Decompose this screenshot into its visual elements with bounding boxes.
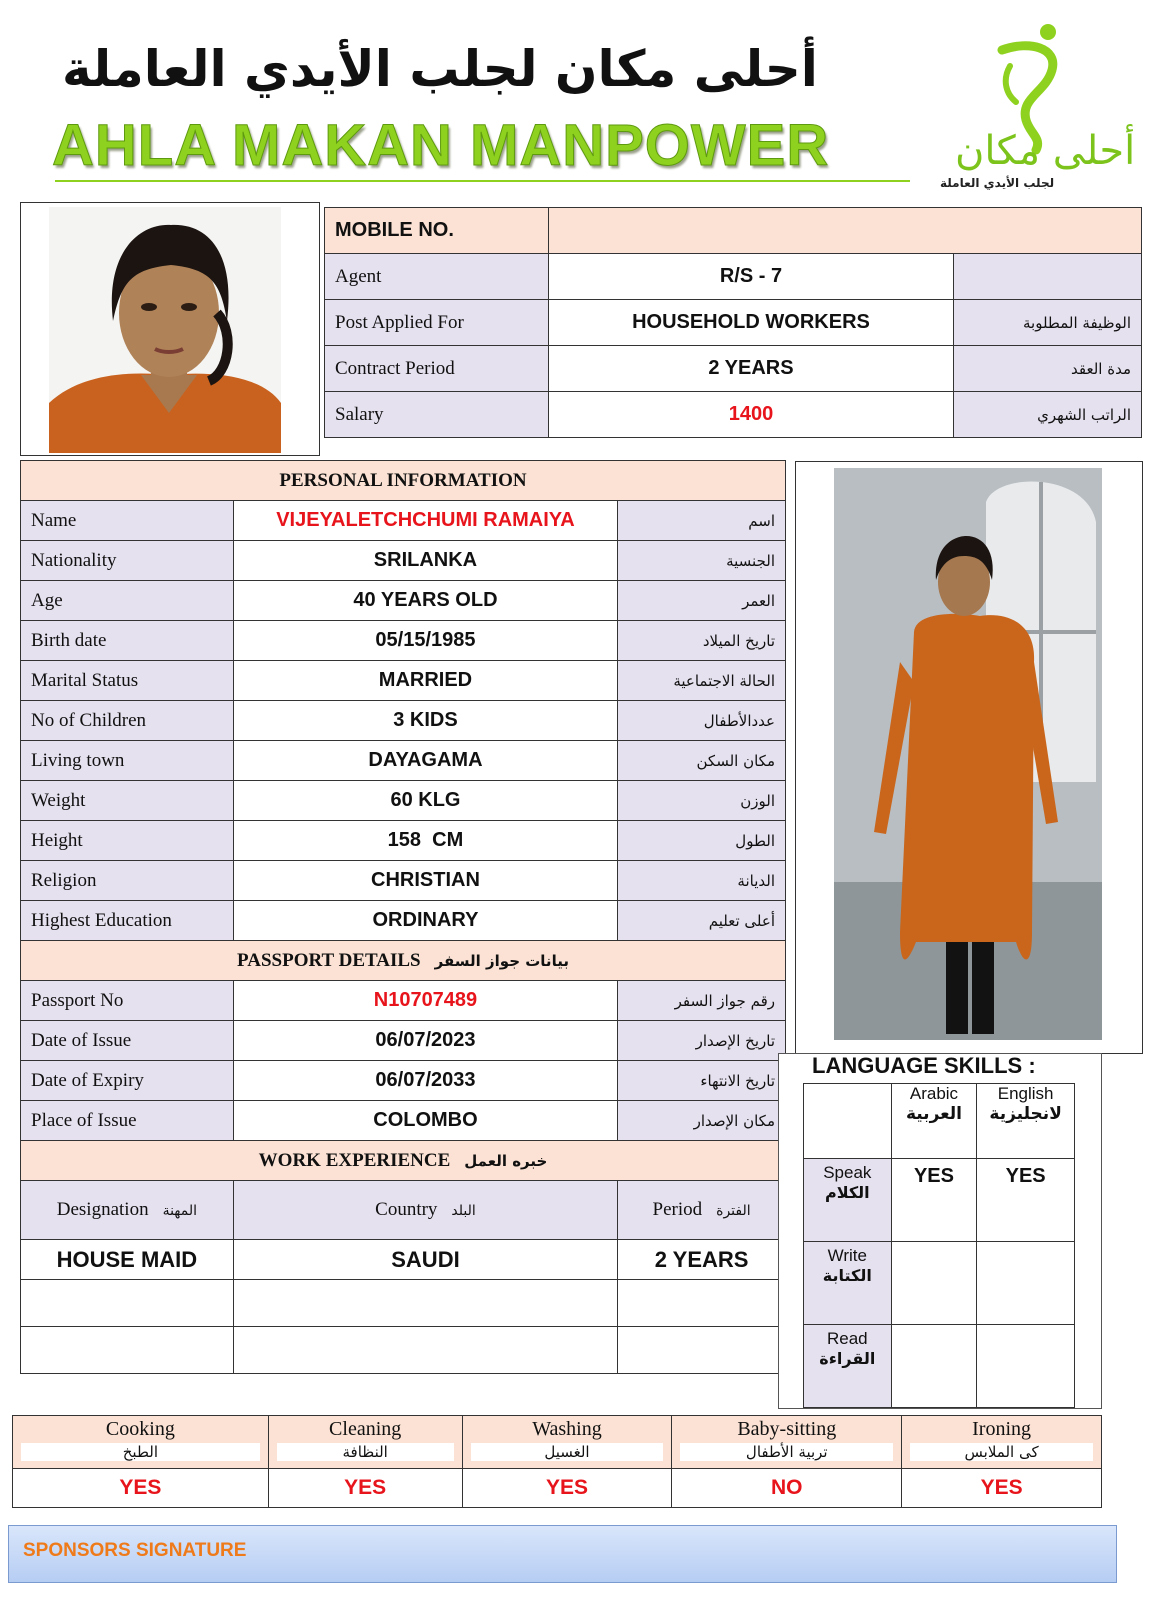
work-title-en: WORK EXPERIENCE (258, 1149, 451, 1171)
arabic-title: أحلى مكان لجلب الأيدي العاملة (62, 40, 818, 98)
education-label-ar: أعلى تعليم (618, 901, 786, 941)
agent-value: R/S - 7 (548, 254, 953, 300)
age-label: Age (21, 581, 234, 621)
skill-ironing-value: YES (902, 1469, 1102, 1508)
town-label-ar: مكان السكن (618, 741, 786, 781)
language-skills-table (803, 1083, 1075, 1408)
mobile-label: MOBILE NO. (325, 208, 549, 254)
issue-date-value: 06/07/2023 (233, 1021, 617, 1061)
lang-speak-label (804, 1159, 892, 1242)
personal-info-title: PERSONAL INFORMATION (21, 461, 786, 501)
designation-header (21, 1181, 234, 1240)
lang-english-header (977, 1084, 1075, 1159)
skill-cleaning-header (268, 1416, 462, 1469)
expiry-date-label: Date of Expiry (21, 1061, 234, 1101)
english-title: AHLA MAKAN MANPOWER (52, 113, 830, 178)
age-value: 40 YEARS OLD (233, 581, 617, 621)
children-value: 3 KIDS (233, 701, 617, 741)
skill-cooking-header (13, 1416, 269, 1469)
lang-write-english (977, 1242, 1075, 1325)
skill-babysitting-header (672, 1416, 902, 1469)
lang-write-label (804, 1242, 892, 1325)
expiry-date-value: 06/07/2033 (233, 1061, 617, 1101)
skill-washing-value: YES (462, 1469, 672, 1508)
agent-label: Agent (325, 254, 549, 300)
weight-value: 60 KLG (233, 781, 617, 821)
issue-place-value: COLOMBO (233, 1101, 617, 1141)
period-header (618, 1181, 786, 1240)
marital-value: MARRIED (233, 661, 617, 701)
lang-read-arabic (891, 1325, 977, 1408)
lang-speak-ar: الكلام (824, 1183, 870, 1202)
lang-read-label (804, 1325, 892, 1408)
lang-english-header-ar: لانجليزية (989, 1104, 1062, 1124)
skill-cleaning-value: YES (268, 1469, 462, 1508)
birthdate-label-ar: تاريخ الميلاد (618, 621, 786, 661)
lang-read-ar: القراءة (819, 1349, 876, 1368)
height-label-ar: الطول (618, 821, 786, 861)
marital-label: Marital Status (21, 661, 234, 701)
passport-title-en: PASSPORT DETAILS (237, 949, 421, 971)
lang-write-en: Write (827, 1246, 867, 1265)
height-value: 158 CM (233, 821, 617, 861)
work-title (21, 1141, 786, 1181)
full-body-photo (795, 461, 1143, 1054)
job-summary-table (324, 207, 1142, 438)
sponsor-signature-label: SPONSORS SIGNATURE (23, 1540, 247, 1561)
issue-place-label-ar: مكان الإصدار (618, 1101, 786, 1141)
period-header-ar: الفترة (716, 1203, 751, 1219)
skill-cooking-ar: الطبخ (21, 1443, 260, 1461)
nationality-label: Nationality (21, 541, 234, 581)
education-label: Highest Education (21, 901, 234, 941)
children-label-ar: عددالأطفال (618, 701, 786, 741)
passport-no-value: N10707489 (233, 981, 617, 1021)
name-label-ar: اسم (618, 501, 786, 541)
lang-corner-cell (804, 1084, 892, 1159)
sponsor-signature-box[interactable] (8, 1525, 1117, 1583)
lang-write-arabic (891, 1242, 977, 1325)
logo-arabic-subtitle: لجلب الأيدي العاملة (940, 176, 1055, 190)
lang-arabic-header-ar: العربية (905, 1104, 962, 1124)
skill-cooking-value: YES (13, 1469, 269, 1508)
country-header (233, 1181, 617, 1240)
skill-babysitting-en: Baby-sitting (737, 1418, 837, 1440)
skill-babysitting-value: NO (672, 1469, 902, 1508)
name-value: VIJEYALETCHCHUMI RAMAIYA (233, 501, 617, 541)
issue-date-label: Date of Issue (21, 1021, 234, 1061)
skill-ironing-header (902, 1416, 1102, 1469)
weight-label-ar: الوزن (618, 781, 786, 821)
weight-label: Weight (21, 781, 234, 821)
nationality-value: SRILANKA (233, 541, 617, 581)
skills-table (12, 1415, 1102, 1508)
nationality-label-ar: الجنسية (618, 541, 786, 581)
contract-label: Contract Period (325, 346, 549, 392)
expiry-date-label-ar: تاريخ الانتهاء (618, 1061, 786, 1101)
passport-no-label-ar: رقم جواز السفر (618, 981, 786, 1021)
lang-english-header-en: English (997, 1084, 1054, 1103)
skill-washing-en: Washing (532, 1418, 602, 1440)
empty-cell (21, 1280, 234, 1327)
age-label-ar: العمر (618, 581, 786, 621)
country-header-ar: البلد (451, 1203, 476, 1219)
religion-label-ar: الديانة (618, 861, 786, 901)
skill-babysitting-ar: تربية الأطفال (680, 1443, 893, 1461)
skill-cleaning-en: Cleaning (329, 1418, 402, 1440)
issue-place-label: Place of Issue (21, 1101, 234, 1141)
logo-arabic-name: أحلى مكان (955, 128, 1136, 174)
children-label: No of Children (21, 701, 234, 741)
lang-read-en: Read (826, 1329, 868, 1348)
skill-ironing-en: Ironing (972, 1418, 1032, 1440)
designation-header-en: Designation (56, 1199, 149, 1220)
post-value: HOUSEHOLD WORKERS (548, 300, 953, 346)
contract-value: 2 YEARS (548, 346, 953, 392)
marital-label-ar: الحالة الاجتماعية (618, 661, 786, 701)
birthdate-value: 05/15/1985 (233, 621, 617, 661)
empty-cell (21, 1327, 234, 1374)
country-header-en: Country (375, 1199, 438, 1220)
issue-date-label-ar: تاريخ الإصدار (618, 1021, 786, 1061)
mobile-value (548, 208, 1141, 254)
skill-ironing-ar: كى الملابس (910, 1443, 1093, 1461)
work-country-value: SAUDI (233, 1240, 617, 1280)
religion-label: Religion (21, 861, 234, 901)
skill-washing-ar: الغسيل (471, 1443, 664, 1461)
birthdate-label: Birth date (21, 621, 234, 661)
name-label: Name (21, 501, 234, 541)
religion-value: CHRISTIAN (233, 861, 617, 901)
empty-cell (233, 1327, 617, 1374)
salary-label-ar: الراتب الشهري (954, 392, 1142, 438)
lang-arabic-header-en: Arabic (909, 1084, 959, 1103)
header-divider (55, 180, 910, 182)
salary-value: 1400 (548, 392, 953, 438)
empty-cell (618, 1327, 786, 1374)
designation-header-ar: المهنة (162, 1203, 198, 1219)
lang-write-ar: الكتابة (822, 1266, 872, 1285)
lang-arabic-header (891, 1084, 977, 1159)
education-value: ORDINARY (233, 901, 617, 941)
passport-title (21, 941, 786, 981)
lang-speak-en: Speak (823, 1163, 872, 1182)
post-label-ar: الوظيفة المطلوبة (954, 300, 1142, 346)
skill-cleaning-ar: النظافة (277, 1443, 454, 1461)
contract-label-ar: مدة العقد (954, 346, 1142, 392)
town-value: DAYAGAMA (233, 741, 617, 781)
work-period-value: 2 YEARS (618, 1240, 786, 1280)
lang-speak-arabic: YES (891, 1159, 977, 1242)
agent-label-ar (954, 254, 1142, 300)
skill-washing-header (462, 1416, 672, 1469)
lang-read-english (977, 1325, 1075, 1408)
personal-info-table (20, 460, 786, 1374)
salary-label: Salary (325, 392, 549, 438)
passport-no-label: Passport No (21, 981, 234, 1021)
language-skills-title: LANGUAGE SKILLS : (812, 1053, 1036, 1078)
skill-cooking-en: Cooking (105, 1418, 175, 1440)
empty-cell (233, 1280, 617, 1327)
lang-speak-english: YES (977, 1159, 1075, 1242)
passport-title-ar: بيانات جواز السفر (434, 951, 569, 970)
portrait-photo (20, 202, 320, 456)
town-label: Living town (21, 741, 234, 781)
period-header-en: Period (652, 1199, 703, 1220)
work-designation-value: HOUSE MAID (21, 1240, 234, 1280)
work-title-ar: خبره العمل (464, 1151, 548, 1170)
post-label: Post Applied For (325, 300, 549, 346)
empty-cell (618, 1280, 786, 1327)
height-label: Height (21, 821, 234, 861)
